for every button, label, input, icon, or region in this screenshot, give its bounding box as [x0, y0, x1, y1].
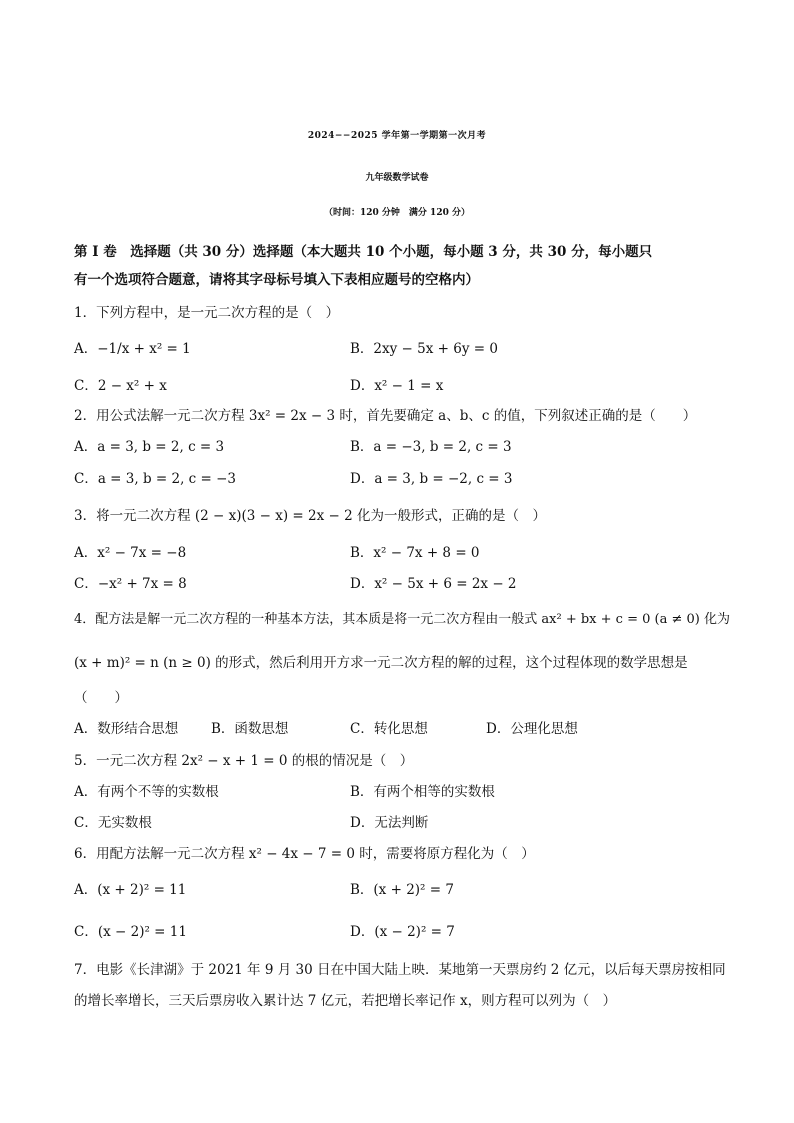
question-5-stem: 5．一元二次方程 2x² − x + 1 = 0 的根的情况是（ ）: [74, 753, 414, 769]
section-instructions-line1: 第 I 卷 选择题（共 30 分）选择题（本大题共 10 个小题，每小题 3 分，共 30 分，每小题只: [74, 244, 653, 260]
question-5-option-c: C．无实数根: [74, 815, 152, 831]
question-1-stem: 1．下列方程中，是一元二次方程的是（ ）: [74, 305, 340, 321]
question-3-option-d: D．x² − 5x + 6 = 2x − 2: [350, 576, 517, 592]
question-2-option-c: C．a = 3, b = 2, c = −3: [74, 471, 237, 487]
question-4-option-b: B．函数思想: [211, 721, 289, 737]
exam-subtitle: 九年级数学试卷: [365, 173, 429, 183]
question-4-option-a: A．数形结合思想: [74, 721, 179, 737]
question-5-option-a: A．有两个不等的实数根: [74, 784, 219, 800]
question-5-option-b: B．有两个相等的实数根: [350, 784, 495, 800]
question-2-option-b: B．a = −3, b = 2, c = 3: [350, 439, 512, 455]
question-6-option-d: D．(x − 2)² = 7: [350, 924, 455, 940]
question-4-option-d: D．公理化思想: [486, 721, 578, 737]
question-1-option-b: B．2xy − 5x + 6y = 0: [350, 341, 498, 357]
question-6-stem: 6．用配方法解一元二次方程 x² − 4x − 7 = 0 时，需要将原方程化为（ ）: [74, 846, 535, 862]
section-instructions-line2: 有一个选项符合题意，请将其字母标号填入下表相应题号的空格内）: [74, 272, 479, 288]
question-2-option-a: A．a = 3, b = 2, c = 3: [74, 439, 225, 455]
question-3-stem: 3．将一元二次方程 (2 − x)(3 − x) = 2x − 2 化为一般形式，正确的是（ ）: [74, 508, 547, 524]
question-5-option-d: D．无法判断: [350, 815, 429, 831]
question-7-stem-line2: 的增长率增长，三天后票房收入累计达 7 亿元，若把增长率记作 x，则方程可以列为（ ）: [74, 993, 617, 1009]
question-4-option-c: C．转化思想: [350, 721, 428, 737]
exam-title: 2024−−2025 学年第一学期第一次月考: [307, 131, 487, 141]
question-7-stem-line1: 7．电影《长津湖》于 2021 年 9 月 30 日在中国大陆上映．某地第一天票房约 2 亿元，以后每天票房按相同: [74, 962, 726, 978]
question-3-option-b: B．x² − 7x + 8 = 0: [350, 545, 480, 561]
question-1-option-d: D．x² − 1 = x: [350, 378, 444, 394]
question-6-option-a: A．(x + 2)² = 11: [74, 882, 187, 898]
question-2-stem: 2．用公式法解一元二次方程 3x² = 2x − 3 时，首先要确定 a、b、c 的值，下列叙述正确的是（ ）: [74, 408, 697, 424]
question-3-option-a: A．x² − 7x = −8: [74, 545, 187, 561]
question-6-option-c: C．(x − 2)² = 11: [74, 924, 187, 940]
question-4-stem-line3: （ ）: [74, 690, 128, 706]
question-2-option-d: D．a = 3, b = −2, c = 3: [350, 471, 513, 487]
question-4-stem-line1: 4．配方法是解一元二次方程的一种基本方法，其本质是将一元二次方程由一般式 ax² + bx + c = 0 (a ≠ 0) 化为: [74, 612, 730, 627]
question-1-option-c: C．2 − x² + x: [74, 378, 167, 394]
time-and-score: （时间：120 分钟 满分 120 分）: [324, 208, 470, 218]
question-4-stem-line2: (x + m)² = n (n ≥ 0) 的形式，然后利用开方求一元二次方程的解的过程，这个过程体现的数学思想是: [74, 655, 688, 671]
question-1-option-a: A．−1/x + x² = 1: [74, 341, 191, 357]
question-6-option-b: B．(x + 2)² = 7: [350, 882, 454, 898]
question-3-option-c: C．−x² + 7x = 8: [74, 576, 187, 592]
